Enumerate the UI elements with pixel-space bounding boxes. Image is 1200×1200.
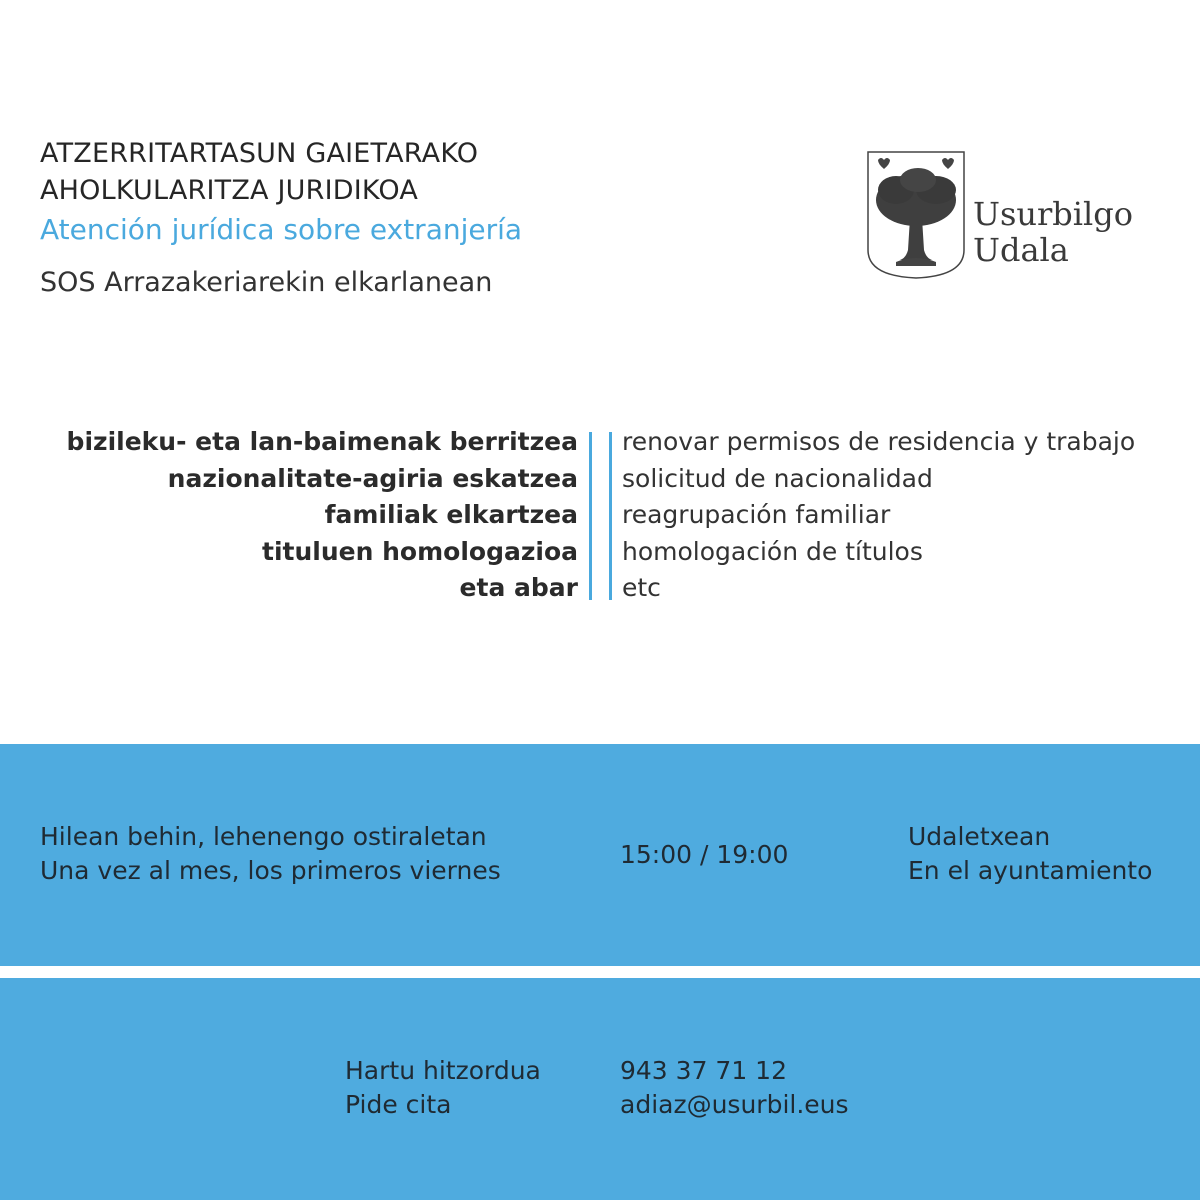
service-eu: nazionalitate-agiria eskatzea — [167, 463, 578, 493]
logo-wordmark — [973, 196, 1133, 268]
title-line-1: ATZERRITARTASUN GAIETARAKO — [40, 138, 479, 169]
appointment-label-eu: Hartu hitzordua — [345, 1056, 541, 1085]
subtitle: Atención jurídica sobre extranjería — [40, 213, 523, 246]
phone-number[interactable]: 943 37 71 12 — [620, 1056, 787, 1085]
schedule-where-es: En el ayuntamiento — [908, 856, 1153, 885]
schedule-where-eu: Udaletxean — [908, 822, 1051, 851]
schedule-when-eu: Hilean behin, lehenengo ostiraletan — [40, 822, 487, 851]
service-eu: bizileku- eta lan-baimenak berritzea — [66, 427, 578, 456]
appointment-label-es: Pide cita — [345, 1090, 452, 1119]
service-eu: eta abar — [459, 573, 578, 602]
email-address[interactable]: adiaz@usurbil.eus — [620, 1090, 849, 1119]
service-es: renovar permisos de residencia y trabajo — [622, 427, 1136, 456]
services-spanish-list — [622, 424, 1135, 607]
appointment-band — [0, 978, 1200, 1200]
services-basque-list — [67, 424, 578, 607]
title-line-2: AHOLKULARITZA JURIDIKOA — [40, 175, 418, 206]
collaboration-note: SOS Arrazakeriarekin elkarlanean — [40, 267, 493, 298]
logo-line-1: Usurbilgo — [973, 195, 1133, 233]
schedule-time: 15:00 / 19:00 — [620, 840, 789, 869]
service-es: reagrupación familiar — [622, 500, 891, 529]
service-es: solicitud de nacionalidad — [622, 463, 933, 493]
schedule-when-es: Una vez al mes, los primeros viernes — [40, 856, 501, 885]
service-eu: tituluen homologazioa — [262, 536, 578, 566]
service-es: etc — [622, 573, 661, 602]
service-es: homologación de títulos — [622, 536, 923, 566]
divider-bar-left — [589, 432, 592, 600]
schedule-band — [0, 744, 1200, 966]
logo-line-2: Udala — [973, 231, 1069, 269]
coat-of-arms-tree-icon — [866, 150, 966, 280]
divider-bar-right — [609, 432, 612, 600]
service-eu: familiak elkartzea — [324, 500, 578, 529]
